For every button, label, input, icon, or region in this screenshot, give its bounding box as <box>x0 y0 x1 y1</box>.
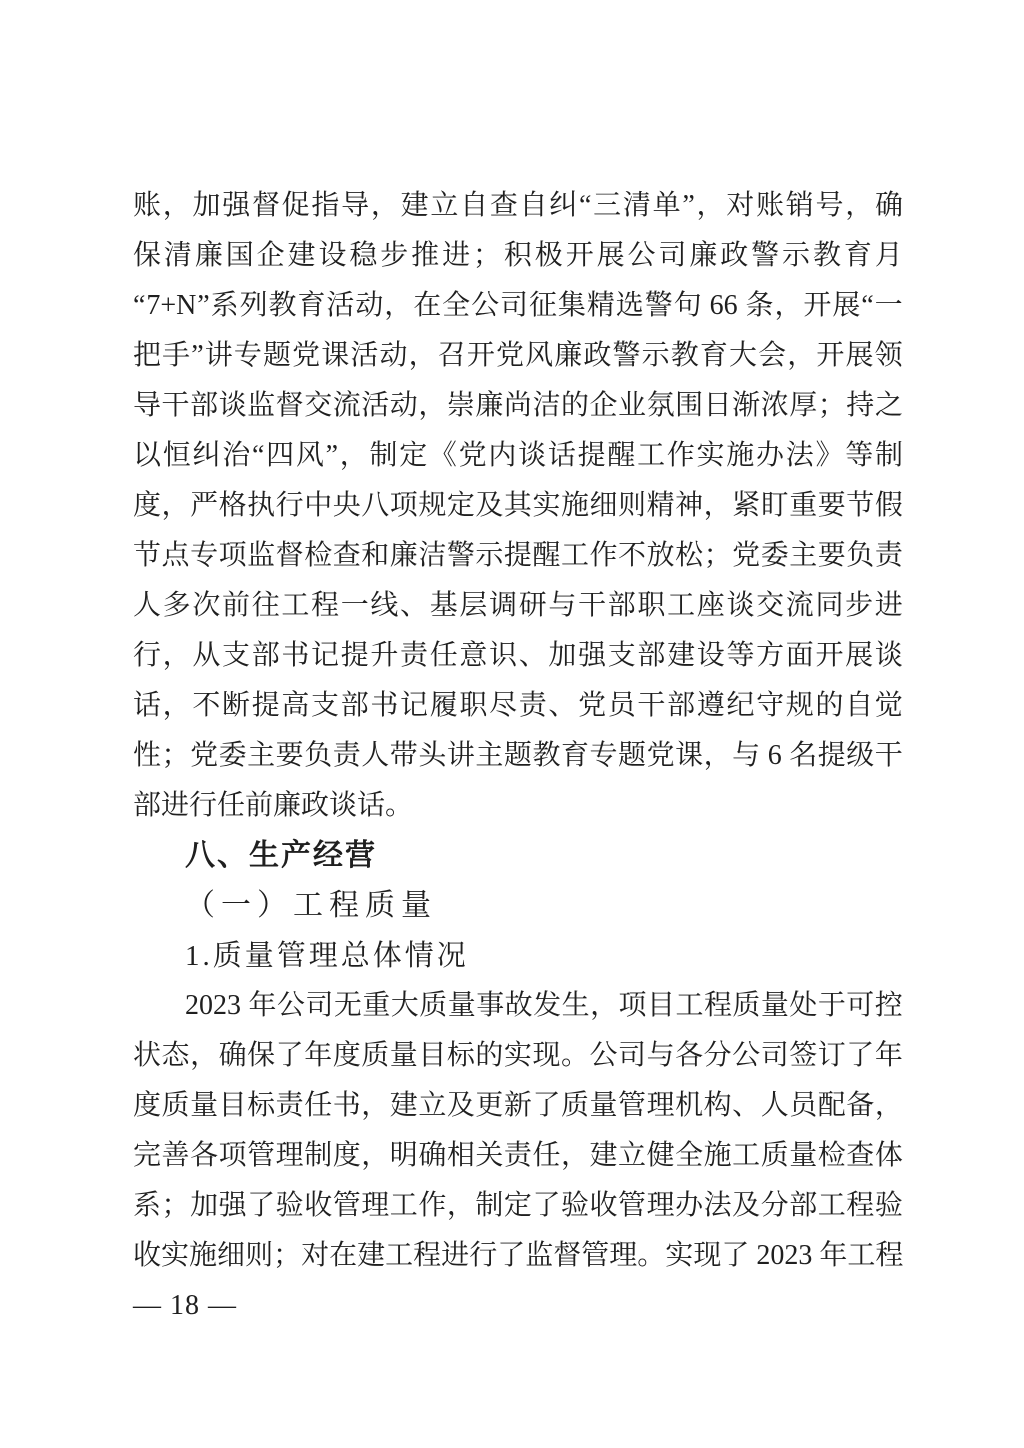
text-line: 话 ， 不 断 提 高 支 部 书 记 履 职 尽 责 、 党 员 干 部 遵 纪 守 规 的 自 觉 <box>133 690 903 721</box>
text-line: 导 干 部 谈 监 督 交 流 活 动 ， 崇 廉 尚 洁 的 企 业 氛 围 日 渐 浓 厚 ； 持 之 <box>133 390 903 421</box>
text-line: 把 手 ” 讲 专 题 党 课 活 动 ， 召 开 党 风 廉 政 警 示 教 育 大 会 ， 开 展 领 <box>133 340 903 371</box>
text-line: 部进行任前廉政谈话。 <box>133 790 414 821</box>
page-number: — 18 — <box>133 1290 237 1321</box>
text-line: 完 善 各 项 管 理 制 度 ， 明 确 相 关 责 任 ， 建 立 健 全 施 工 质 量 检 查 体 <box>133 1140 903 1171</box>
section-heading: 八、生产经营 <box>185 839 377 872</box>
item-heading: 1.质量管理总体情况 <box>185 940 469 972</box>
text-line: 度 质 量 目 标 责 任 书 ， 建 立 及 更 新 了 质 量 管 理 机 构 、 人 员 配 备 ， <box>133 1090 903 1121</box>
text-line: 2023 年 公 司 无 重 大 质 量 事 故 发 生 ， 项 目 工 程 质 量 处 于 可 控 <box>185 990 903 1021</box>
text-line: 以 恒 纠 治 “ 四 风 ” ， 制 定 《 党 内 谈 话 提 醒 工 作 实 施 办 法 》 等 制 <box>133 440 903 471</box>
subsection-heading: （一）工程质量 <box>185 889 437 922</box>
text-line: 节 点 专 项 监 督 检 查 和 廉 洁 警 示 提 醒 工 作 不 放 松 ； 党 委 主 要 负 责 <box>133 540 903 571</box>
text-line: 行 ， 从 支 部 书 记 提 升 责 任 意 识 、 加 强 支 部 建 设 等 方 面 开 展 谈 <box>133 640 903 671</box>
text-line: 保 清 廉 国 企 建 设 稳 步 推 进 ； 积 极 开 展 公 司 廉 政 警 示 教 育 月 <box>133 240 903 271</box>
text-line: 账 ， 加 强 督 促 指 导 ， 建 立 自 查 自 纠 “ 三 清 单 ” ， 对 账 销 号 ， 确 <box>133 190 903 221</box>
text-line: “ 7+N ” 系 列 教 育 活 动 ， 在 全 公 司 征 集 精 选 警 句 66 条 ， 开 展 “ 一 <box>133 290 903 321</box>
text-line: 度 ， 严 格 执 行 中 央 八 项 规 定 及 其 实 施 细 则 精 神 ， 紧 盯 重 要 节 假 <box>133 490 903 521</box>
text-line: 状 态 ， 确 保 了 年 度 质 量 目 标 的 实 现 。 公 司 与 各 分 公 司 签 订 了 年 <box>133 1040 903 1071</box>
text-line: 收 实 施 细 则 ； 对 在 建 工 程 进 行 了 监 督 管 理 。 实 现 了 2023 年 工 程 <box>133 1240 904 1271</box>
text-line: 系 ； 加 强 了 验 收 管 理 工 作 ， 制 定 了 验 收 管 理 办 法 及 分 部 工 程 验 <box>133 1190 903 1221</box>
text-line: 人 多 次 前 往 工 程 一 线 、 基 层 调 研 与 干 部 职 工 座 谈 交 流 同 步 进 <box>133 590 903 621</box>
text-line: 性 ； 党 委 主 要 负 责 人 带 头 讲 主 题 教 育 专 题 党 课 ， 与 6 名 提 级 干 <box>133 740 903 771</box>
